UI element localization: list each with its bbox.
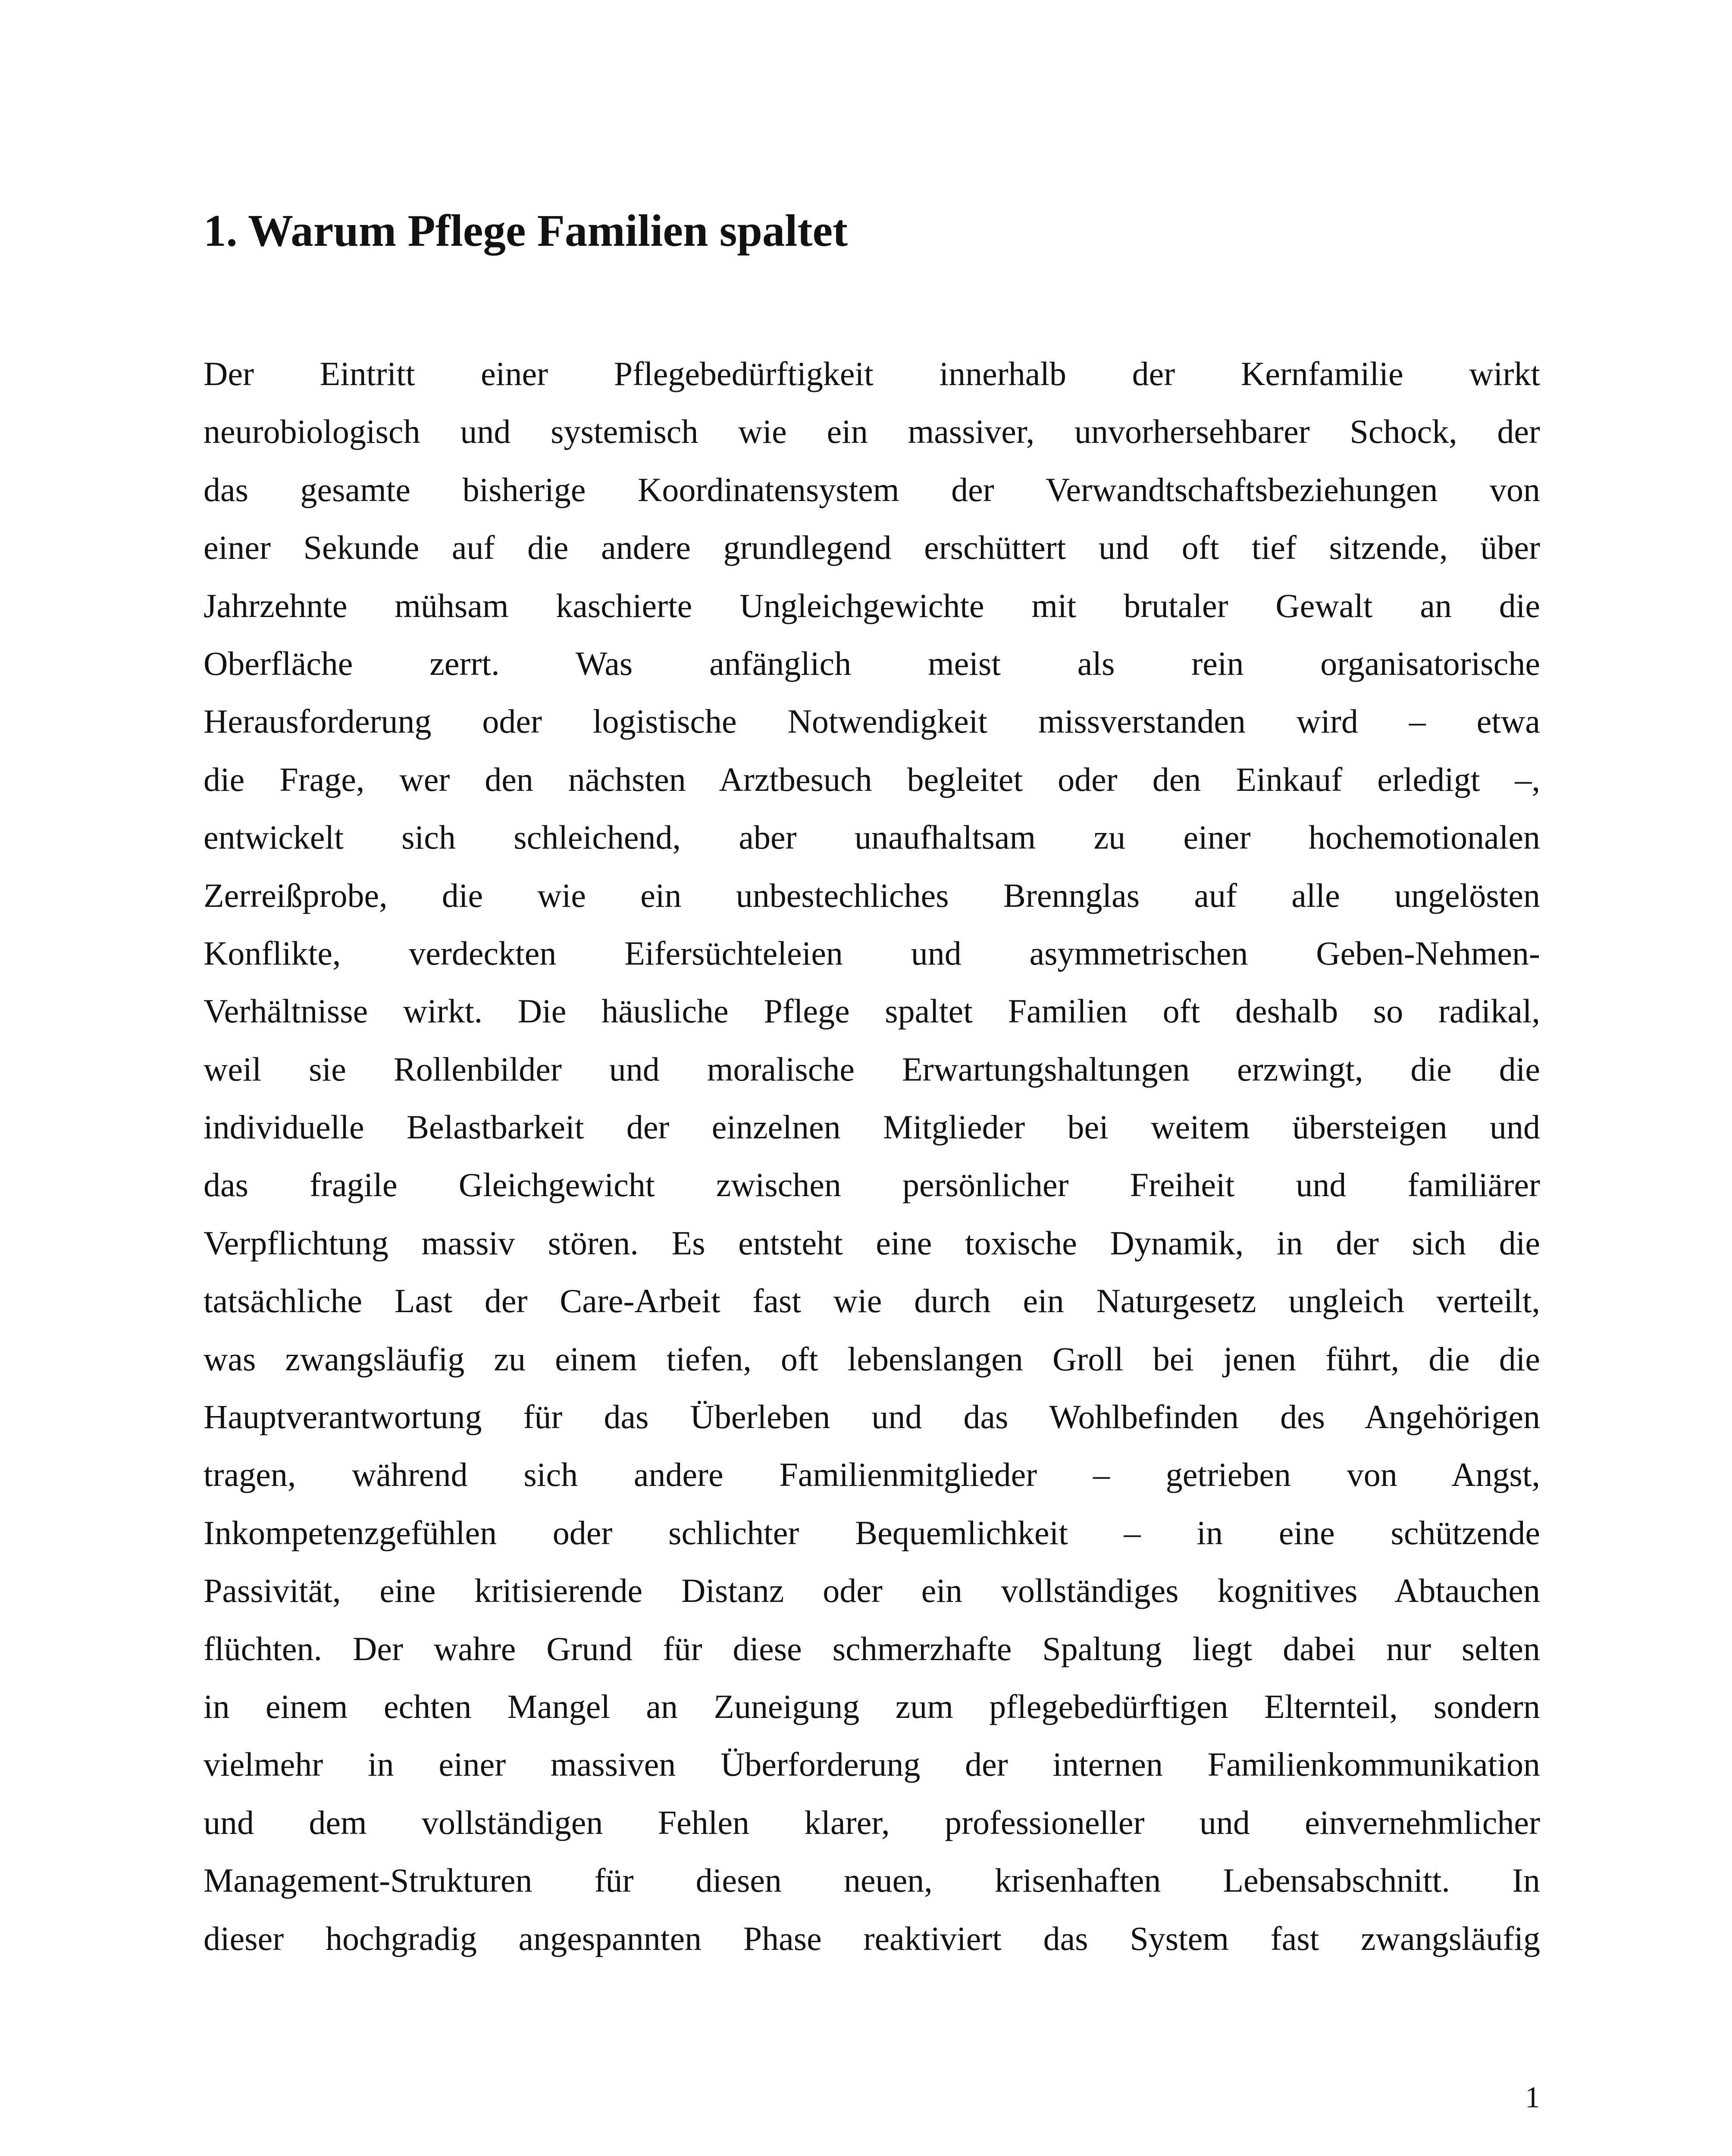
page-number: 1 bbox=[1525, 2081, 1540, 2114]
paragraph-line: flüchten. Der wahre Grund für diese schmerzhafte Spaltung liegt dabei nur selten bbox=[204, 1630, 1540, 1667]
paragraph-line: das gesamte bisherige Koordinatensystem der Verwandtschaftsbeziehungen von bbox=[204, 470, 1540, 508]
paragraph-line: was zwangsläufig zu einem tiefen, oft lebenslangen Groll bei jenen führt, die die bbox=[204, 1340, 1540, 1378]
paragraph-line: Der Eintritt einer Pflegebedürftigkeit innerhalb der Kernfamilie wirkt bbox=[204, 355, 1540, 392]
paragraph-line: Verpflichtung massiv stören. Es entsteht eine toxische Dynamik, in der sich die bbox=[204, 1224, 1540, 1262]
paragraph-line: individuelle Belastbarkeit der einzelnen Mitglieder bei weitem übersteigen und bbox=[204, 1108, 1540, 1146]
paragraph-line: Management-Strukturen für diesen neuen, krisenhaften Lebensabschnitt. In bbox=[204, 1861, 1540, 1899]
paragraph-line: Verhältnisse wirkt. Die häusliche Pflege spaltet Familien oft deshalb so radikal, bbox=[204, 992, 1540, 1030]
paragraph-line: Hauptverantwortung für das Überleben und das Wohlbefinden des Angehörigen bbox=[204, 1398, 1540, 1436]
paragraph-line: Zerreißprobe, die wie ein unbestechliches Brennglas auf alle ungelösten bbox=[204, 876, 1540, 914]
body-paragraph bbox=[204, 345, 1540, 1968]
paragraph-line: das fragile Gleichgewicht zwischen persönlicher Freiheit und familiärer bbox=[204, 1166, 1540, 1204]
paragraph-line: Passivität, eine kritisierende Distanz oder ein vollständiges kognitives Abtauchen bbox=[204, 1572, 1540, 1610]
paragraph-line: in einem echten Mangel an Zuneigung zum pflegebedürftigen Elternteil, sondern bbox=[204, 1687, 1540, 1725]
section-heading: 1. Warum Pflege Familien spaltet bbox=[204, 205, 848, 256]
paragraph-line: Konflikte, verdeckten Eifersüchteleien und asymmetrischen Geben-Nehmen- bbox=[204, 934, 1540, 972]
paragraph-line: weil sie Rollenbilder und moralische Erwartungshaltungen erzwingt, die die bbox=[204, 1050, 1540, 1088]
paragraph-line: Jahrzehnte mühsam kaschierte Ungleichgewichte mit brutaler Gewalt an die bbox=[204, 586, 1540, 624]
paragraph-line: tragen, während sich andere Familienmitglieder – getrieben von Angst, bbox=[204, 1456, 1540, 1494]
paragraph-line: tatsächliche Last der Care-Arbeit fast wie durch ein Naturgesetz ungleich verteilt, bbox=[204, 1282, 1540, 1320]
paragraph-line: vielmehr in einer massiven Überforderung der internen Familienkommunikation bbox=[204, 1745, 1540, 1783]
paragraph-line: Inkompetenzgefühlen oder schlichter Bequemlichkeit – in eine schützende bbox=[204, 1514, 1540, 1551]
paragraph-line: dieser hochgradig angespannten Phase reaktiviert das System fast zwangsläufig bbox=[204, 1919, 1540, 1957]
paragraph-line: die Frage, wer den nächsten Arztbesuch begleitet oder den Einkauf erledigt –, bbox=[204, 760, 1540, 798]
paragraph-line: Herausforderung oder logistische Notwendigkeit missverstanden wird – etwa bbox=[204, 702, 1540, 740]
paragraph-line: neurobiologisch und systemisch wie ein massiver, unvorhersehbarer Schock, der bbox=[204, 413, 1540, 451]
paragraph-line: einer Sekunde auf die andere grundlegend erschüttert und oft tief sitzende, über bbox=[204, 529, 1540, 567]
paragraph-line: entwickelt sich schleichend, aber unaufhaltsam zu einer hochemotionalen bbox=[204, 818, 1540, 856]
paragraph-line: Oberfläche zerrt. Was anfänglich meist als rein organisatorische bbox=[204, 644, 1540, 682]
paragraph-line: und dem vollständigen Fehlen klarer, professioneller und einvernehmlicher bbox=[204, 1803, 1540, 1841]
